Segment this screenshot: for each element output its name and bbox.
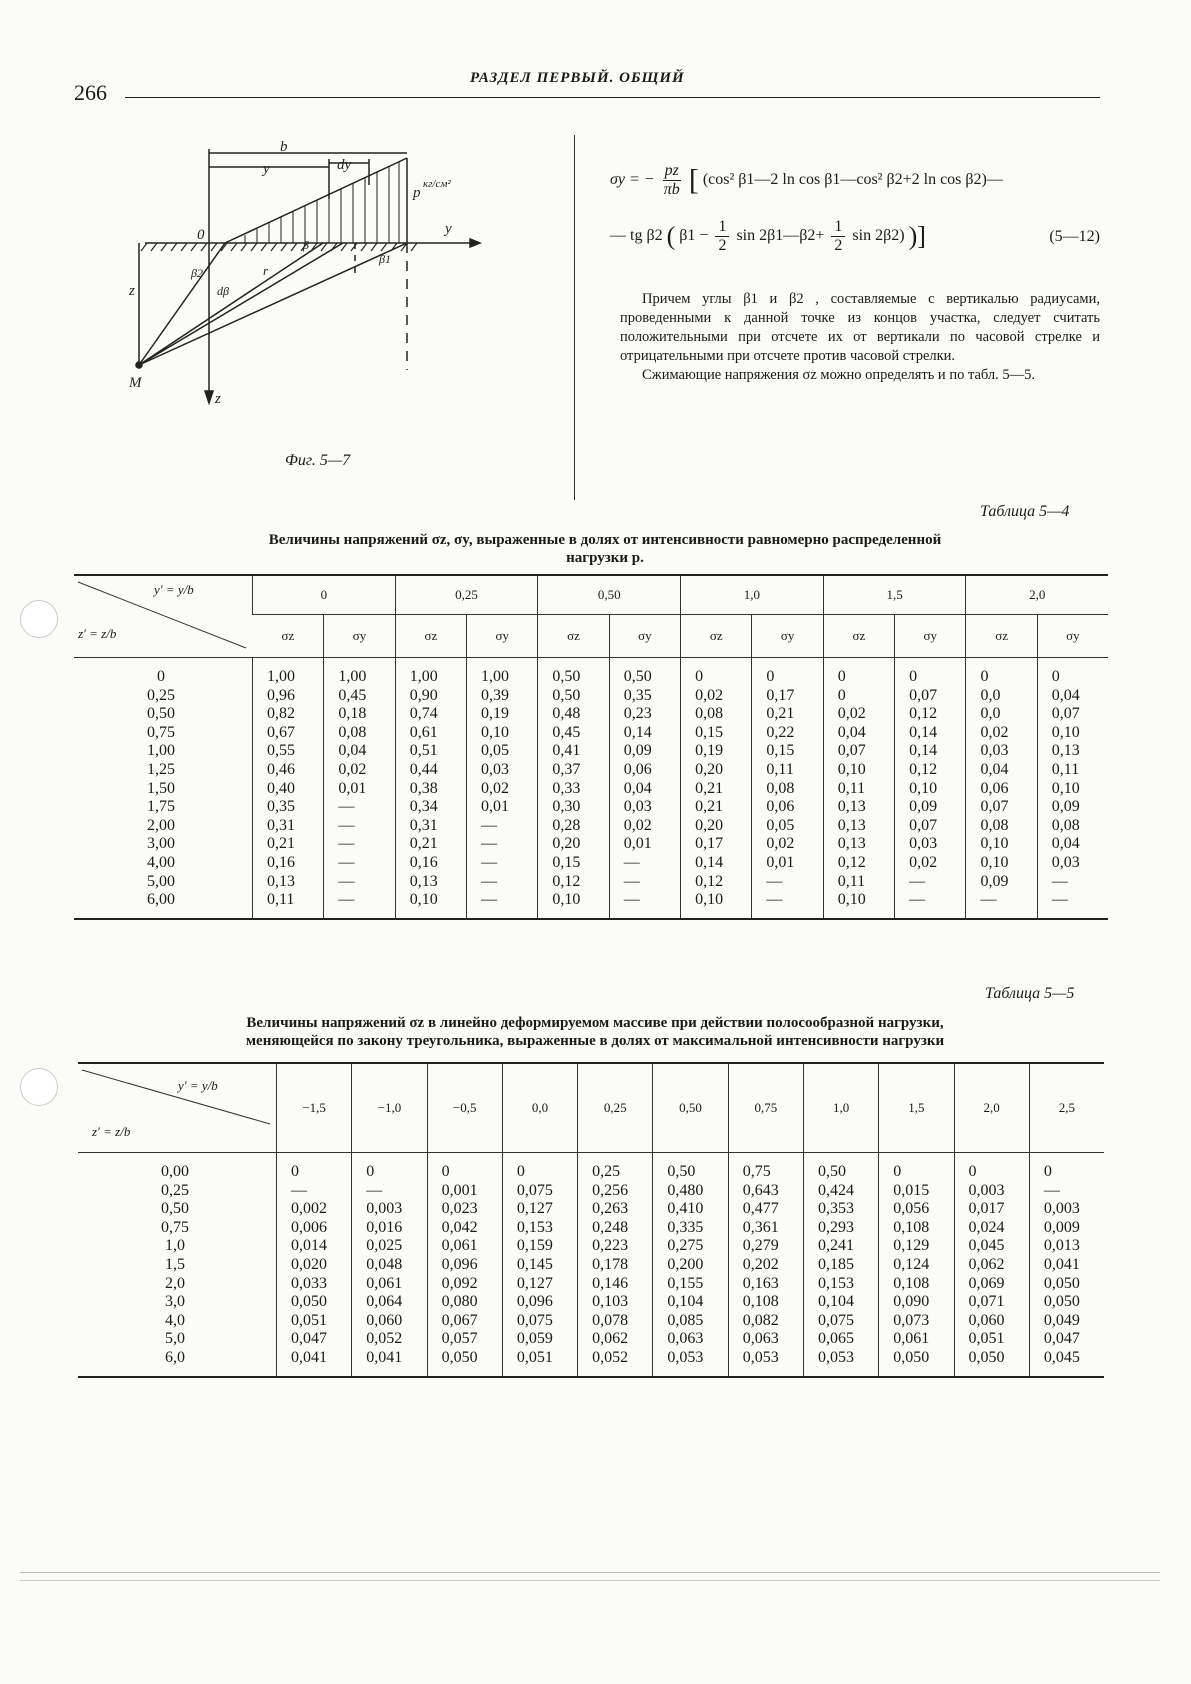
table-5-5-value-column: 0 — 0,002 0,006 0,014 0,020 0,033 0,050 0,051 0,047 0,041: [277, 1153, 352, 1377]
table-5-4-y-header: 1,0: [681, 575, 824, 615]
page-bottom-line: [20, 1572, 1160, 1573]
table-5-4-number: Таблица 5—4: [980, 503, 1070, 520]
table-5-5-value-column: 0 0,015 0,056 0,108 0,129 0,124 0,108 0,090 0,073 0,061 0,050: [879, 1153, 954, 1377]
page-number: 266: [74, 80, 107, 105]
figure-label-beta2: β2: [191, 266, 203, 280]
figure-label-b: b: [280, 139, 288, 155]
table-5-4: [74, 574, 1108, 920]
table-5-4-y-header: 0: [253, 575, 396, 615]
table-5-4-sub-sigma-y: σy: [467, 615, 538, 658]
table-5-4-sub-sigma-z: σz: [538, 615, 609, 658]
table-5-5-y-header: 2,0: [954, 1063, 1029, 1153]
table-5-5-number: Таблица 5—5: [985, 985, 1075, 1002]
table-5-5-y-header: 1,0: [803, 1063, 878, 1153]
fraction-denominator: πb: [663, 181, 680, 198]
table-5-4-sub-sigma-z: σz: [823, 615, 894, 658]
half-denominator: 2: [834, 237, 843, 254]
table-5-5-corner: [78, 1063, 277, 1153]
table-5-5-y-header: −1,5: [277, 1063, 352, 1153]
table-5-5-value-column: 0 0,003 0,017 0,024 0,045 0,062 0,069 0,071 0,060 0,051 0,050: [954, 1153, 1029, 1377]
paragraph-compressive: Сжимающие напряжения σz можно определять и по табл. 5—5.: [642, 367, 1036, 383]
table-5-5-y-header: 2,5: [1029, 1063, 1104, 1153]
figure-label-r: r: [263, 263, 269, 278]
table-5-4-y-header: 1,5: [823, 575, 966, 615]
table-5-4-value-column: 1,00 0,39 0,19 0,10 0,05 0,03 0,02 0,01 — — — — —: [467, 658, 538, 919]
table-5-5-value-column: 0,50 0,480 0,410 0,335 0,275 0,200 0,155 0,104 0,085 0,063 0,053: [653, 1153, 728, 1377]
table-5-4-value-column: 0 0,17 0,21 0,22 0,15 0,11 0,08 0,06 0,05 0,02 0,01 — —: [752, 658, 823, 919]
table-5-4-sub-sigma-y: σy: [895, 615, 966, 658]
table-5-5-value-column: 0 0,075 0,127 0,153 0,159 0,145 0,127 0,096 0,075 0,059 0,051: [502, 1153, 577, 1377]
body-text: [620, 290, 1100, 385]
table-5-5-y-header: 0,50: [653, 1063, 728, 1153]
table-5-5-value-column: 0,50 0,424 0,353 0,293 0,241 0,185 0,153 0,104 0,075 0,065 0,053: [803, 1153, 878, 1377]
table-5-4-title-line-1: Величины напряжений σz, σy, выраженные в долях от интенсивности равномерно распределенной: [268, 532, 942, 548]
formula-end-term: sin 2β2): [852, 227, 905, 245]
table-5-4-z-column: 0 0,25 0,50 0,75 1,00 1,25 1,50 1,75 2,00 3,00 4,00 5,00 6,00: [147, 668, 175, 909]
half-numerator: 1: [831, 218, 845, 237]
table-5-5-y-header: −1,0: [352, 1063, 427, 1153]
figure-label-origin: 0: [197, 227, 205, 243]
table-5-4-value-column: 1,00 0,96 0,82 0,67 0,55 0,46 0,40 0,35 0,31 0,21 0,16 0,13 0,11: [253, 658, 324, 919]
formula-half-2: [831, 218, 845, 255]
table-5-4-value-column: 0 0,07 0,12 0,14 0,14 0,12 0,10 0,09 0,07 0,03 0,02 — —: [895, 658, 966, 919]
page-bottom-line: [20, 1580, 1160, 1581]
formula-lhs: σy = −: [610, 171, 655, 189]
figure-label-m: M: [129, 375, 142, 391]
table-5-4-value-column: 0,50 0,35 0,23 0,14 0,09 0,06 0,04 0,03 0,02 0,01 — — —: [609, 658, 680, 919]
figure-label-y-axis: y: [445, 221, 452, 237]
table-5-4-sub-sigma-y: σy: [324, 615, 395, 658]
table-5-4-value-column: 1,00 0,45 0,18 0,08 0,04 0,02 0,01 — — — — — —: [324, 658, 395, 919]
formula-mid-term: sin 2β1—β2+: [736, 227, 825, 245]
table-5-5-value-column: 0 — 0,003 0,016 0,025 0,048 0,061 0,064 0,060 0,052 0,041: [352, 1153, 427, 1377]
figure-caption: Фиг. 5—7: [285, 452, 351, 469]
running-head: РАЗДЕЛ ПЕРВЫЙ. ОБЩИЙ: [470, 70, 685, 86]
table-5-4-title-line-2: нагрузки p.: [566, 550, 644, 566]
table-5-5-value-column: 0,75 0,643 0,477 0,361 0,279 0,202 0,163 0,108 0,082 0,063 0,053: [728, 1153, 803, 1377]
table-5-4-corner: [74, 575, 253, 658]
table-5-4-sub-sigma-z: σz: [966, 615, 1037, 658]
formula-beta1-term: β1 −: [679, 227, 709, 245]
punch-hole: [20, 600, 58, 638]
figure-label-beta: β: [303, 238, 309, 252]
table-5-4-value-column: 0 0,0 0,0 0,02 0,03 0,04 0,06 0,07 0,08 0,10 0,10 0,09 —: [966, 658, 1037, 919]
table-5-4-value-column: 0 0 0,02 0,04 0,07 0,10 0,11 0,13 0,13 0,13 0,12 0,11 0,10: [823, 658, 894, 919]
formula-line-1: σy = − $\frac{pz}{\pi b}$ [ (cos² β1—2 ln cos β1—cos² β2+2 ln cos β2)—: [610, 162, 1003, 198]
formula-line-2: — tg β2 ( β1 − $\frac{1}{2}$ sin 2β1—β2+ $\frac{1}{2}$ sin 2β2) )] (5—12): [610, 218, 1100, 254]
table-5-5-y-header: 0,25: [578, 1063, 653, 1153]
formula-body: (cos² β1—2 ln cos β1—cos² β2+2 ln cos β2)—: [702, 171, 1003, 189]
table-5-5-y-header: 1,5: [879, 1063, 954, 1153]
table-5-4-sub-sigma-y: σy: [752, 615, 823, 658]
table-5-5: [78, 1062, 1104, 1378]
table-5-4-title: [150, 531, 1060, 567]
figure-label-z-left: z: [129, 283, 135, 299]
figure-label-dbeta: dβ: [217, 284, 229, 298]
formula-half-1: [715, 218, 729, 255]
figure-label-z-axis: z: [215, 391, 221, 407]
fraction-numerator: pz: [664, 162, 679, 179]
table-5-4-sub-sigma-y: σy: [1037, 615, 1108, 658]
table-5-5-title-line-1: Величины напряжений σz в линейно деформируемом массиве при действии полосообразной нагрузки,: [246, 1015, 944, 1031]
table-5-4-sub-sigma-z: σz: [395, 615, 466, 658]
half-numerator: 1: [715, 218, 729, 237]
table-5-5-y-header: 0,75: [728, 1063, 803, 1153]
figure-label-y-top: y: [263, 161, 270, 177]
punch-hole: [20, 1068, 58, 1106]
table-5-5-title: [120, 1014, 1070, 1050]
table-5-4-value-column: 0 0,04 0,07 0,10 0,13 0,11 0,10 0,09 0,08 0,04 0,03 — —: [1037, 658, 1108, 919]
table-5-4-sub-sigma-z: σz: [681, 615, 752, 658]
figure-label-p: p: [413, 185, 421, 201]
table-5-4-value-column: 1,00 0,90 0,74 0,61 0,51 0,44 0,38 0,34 0,31 0,21 0,16 0,13 0,10: [395, 658, 466, 919]
table-5-4-value-column: 0 0,02 0,08 0,15 0,19 0,20 0,21 0,21 0,20 0,17 0,14 0,12 0,10: [681, 658, 752, 919]
table-5-5-y-header: 0,0: [502, 1063, 577, 1153]
figure-5-7: [129, 139, 545, 445]
table-5-5-title-line-2: меняющейся по закону треугольника, выраженные в долях от максимальной интенсивности нагрузки: [245, 1033, 945, 1049]
table-5-5-value-column: 0,25 0,256 0,263 0,248 0,223 0,178 0,146 0,103 0,078 0,062 0,052: [578, 1153, 653, 1377]
figure-label-dy: dy: [337, 157, 352, 173]
table-5-4-y-header: 0,25: [395, 575, 538, 615]
table-5-4-sub-sigma-z: σz: [253, 615, 324, 658]
formula-tg: — tg β2: [610, 227, 663, 245]
table-5-5-corner-z: z′ = z/b: [92, 1124, 131, 1139]
table-5-5-z-column: 0,00 0,25 0,50 0,75 1,0 1,5 2,0 3,0 4,0 5,0 6,0: [161, 1163, 189, 1366]
formula-5-12: [610, 148, 1100, 268]
figure-label-beta1: β1: [379, 252, 391, 266]
table-5-4-y-header: 0,50: [538, 575, 681, 615]
table-5-5-y-header: −0,5: [427, 1063, 502, 1153]
table-5-5-corner-y: y′ = y/b: [178, 1078, 218, 1093]
table-5-5-value-column: 0 — 0,003 0,009 0,013 0,041 0,050 0,050 0,049 0,047 0,045: [1029, 1153, 1104, 1377]
header-rule: [125, 97, 1100, 98]
half-denominator: 2: [718, 237, 727, 254]
table-5-4-value-column: 0,50 0,50 0,48 0,45 0,41 0,37 0,33 0,30 0,28 0,20 0,15 0,12 0,10: [538, 658, 609, 919]
table-5-5-value-column: 0 0,001 0,023 0,042 0,061 0,096 0,092 0,080 0,067 0,057 0,050: [427, 1153, 502, 1377]
table-5-4-corner-z: z′ = z/b: [78, 626, 117, 641]
figure-label-p-unit: кг/см²: [423, 178, 451, 190]
table-5-4-sub-sigma-y: σy: [609, 615, 680, 658]
paragraph-angles: Причем углы β1 и β2 , составляемые с вертикалью радиусами, проведенными к данной точке из концов участка, следует считать положительными при отсчете их от вертикали по часовой стрелке и отрицательными при отсчете против часовой стрелки.: [620, 291, 1100, 364]
formula-fraction: [663, 162, 681, 199]
column-rule: [574, 135, 575, 500]
table-5-4-y-header: 2,0: [966, 575, 1108, 615]
formula-number: (5—12): [1049, 228, 1100, 245]
table-5-4-corner-y: y′ = y/b: [154, 582, 194, 597]
